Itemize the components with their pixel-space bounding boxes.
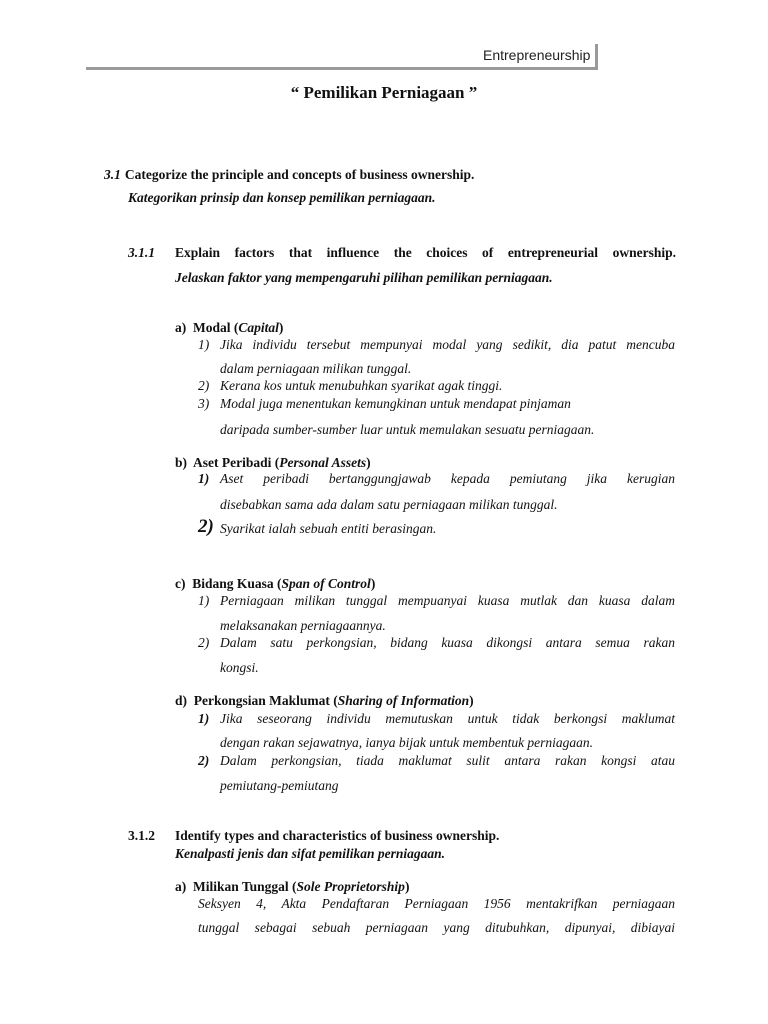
- item-title: Milikan Tunggal (: [193, 879, 297, 894]
- list-item-text: Dalam perkongsian, tiada maklumat sulit antara rakan kongsi atau: [220, 753, 675, 768]
- list-item-text: Jika individu tersebut mempunyai modal yang sedikit, dia patut mencuba: [220, 337, 675, 352]
- item-title: Perkongsian Maklumat (: [193, 693, 338, 708]
- section-3-1: [104, 166, 474, 184]
- item-close: ): [469, 693, 474, 708]
- list-number: 1): [198, 337, 210, 352]
- item-d-heading: [175, 693, 474, 709]
- subsection-number: 3.1.1: [128, 245, 155, 260]
- section-heading-ms: Kategorikan prinsip dan konsep pemilikan perniagaan.: [128, 190, 436, 205]
- list-item-text-cont: daripada sumber-sumber luar untuk memulakan sesuatu perniagaan.: [220, 422, 595, 437]
- list-number: 1): [198, 711, 210, 726]
- list-number: 3): [198, 396, 210, 411]
- subsection-heading-en: Explain factors that influence the choices of entrepreneurial ownership.: [175, 245, 676, 260]
- item-term: Span of Control: [281, 576, 371, 591]
- header-divider: [86, 67, 598, 70]
- item-close: ): [404, 879, 410, 894]
- item-b-heading: [175, 455, 371, 471]
- list-number: 1): [198, 471, 210, 486]
- list-item-text: Aset peribadi bertanggungjawab kepada pemiutang jika kerugian: [220, 471, 675, 486]
- item-letter: a): [175, 879, 187, 894]
- list-item-text: Kerana kos untuk menubuhkan syarikat agak tinggi.: [220, 378, 503, 393]
- item-letter: a): [175, 320, 187, 335]
- item-letter: c): [175, 576, 186, 591]
- item-c-heading: [175, 576, 375, 592]
- list-number: 2): [198, 753, 210, 768]
- subsection-heading-en: Identify types and characteristics of business ownership.: [175, 828, 500, 843]
- paragraph-line: tunggal sebagai sebuah perniagaan yang ditubuhkan, dipunyai, dibiayai: [198, 920, 675, 935]
- list-item-text: Dalam satu perkongsian, bidang kuasa dikongsi antara semua rakan: [220, 635, 675, 650]
- list-item-text-cont: dalam perniagaan milikan tunggal.: [220, 361, 412, 376]
- list-item-text-cont: disebabkan sama ada dalam satu perniagaan milikan tunggal.: [220, 497, 558, 512]
- list-item-text: Modal juga menentukan kemungkinan untuk mendapat pinjaman: [220, 396, 571, 411]
- item-close: ): [278, 320, 284, 335]
- item-close: ): [366, 455, 371, 470]
- list-item-text: Perniagaan milikan tunggal mempuanyai kuasa mutlak dan kuasa dalam: [220, 593, 675, 608]
- item-term: Sole Proprietorship: [296, 879, 405, 894]
- header-label: Entrepreneurship: [483, 47, 591, 63]
- item-term: Capital: [238, 320, 279, 335]
- page-title: “ Pemilikan Perniagaan ”: [290, 83, 478, 102]
- item-term: Sharing of Information: [337, 693, 470, 708]
- section-heading-en: Categorize the principle and concepts of business ownership.: [124, 167, 475, 182]
- item-a-heading: [175, 320, 283, 336]
- list-item-text: Syarikat ialah sebuah entiti berasingan.: [220, 521, 437, 536]
- item-sole-prop-heading: [175, 879, 409, 895]
- item-letter: d): [175, 693, 188, 708]
- item-letter: b): [175, 455, 188, 470]
- list-item-text-cont: kongsi.: [220, 660, 259, 675]
- item-title: Aset Peribadi (: [193, 455, 280, 470]
- header-right-bar: [595, 44, 598, 70]
- item-close: ): [370, 576, 376, 591]
- list-item-text: Jika seseorang individu memutuskan untuk tidak berkongsi maklumat: [220, 711, 675, 726]
- list-item-text-cont: pemiutang-pemiutang: [220, 778, 339, 793]
- section-number: 3.1: [104, 167, 121, 182]
- list-number: 2): [198, 635, 210, 650]
- list-item-text-cont: melaksanakan perniagaannya.: [220, 618, 386, 633]
- item-term: Personal Assets: [279, 455, 367, 470]
- list-number: 2): [198, 378, 210, 393]
- list-number: 1): [198, 593, 210, 608]
- list-number: 2): [198, 516, 214, 537]
- subsection-heading-ms: Kenalpasti jenis dan sifat pemilikan perniagaan.: [175, 846, 446, 861]
- list-item-text-cont: dengan rakan sejawatnya, ianya bijak untuk membentuk perniagaan.: [220, 735, 594, 750]
- paragraph-line: Seksyen 4, Akta Pendaftaran Perniagaan 1956 mentakrifkan perniagaan: [198, 896, 675, 911]
- subsection-heading-ms: Jelaskan faktor yang mempengaruhi pilihan pemilikan perniagaan.: [175, 270, 553, 285]
- item-title: Modal (: [193, 320, 239, 335]
- item-title: Bidang Kuasa (: [192, 576, 282, 591]
- subsection-number: 3.1.2: [128, 828, 155, 843]
